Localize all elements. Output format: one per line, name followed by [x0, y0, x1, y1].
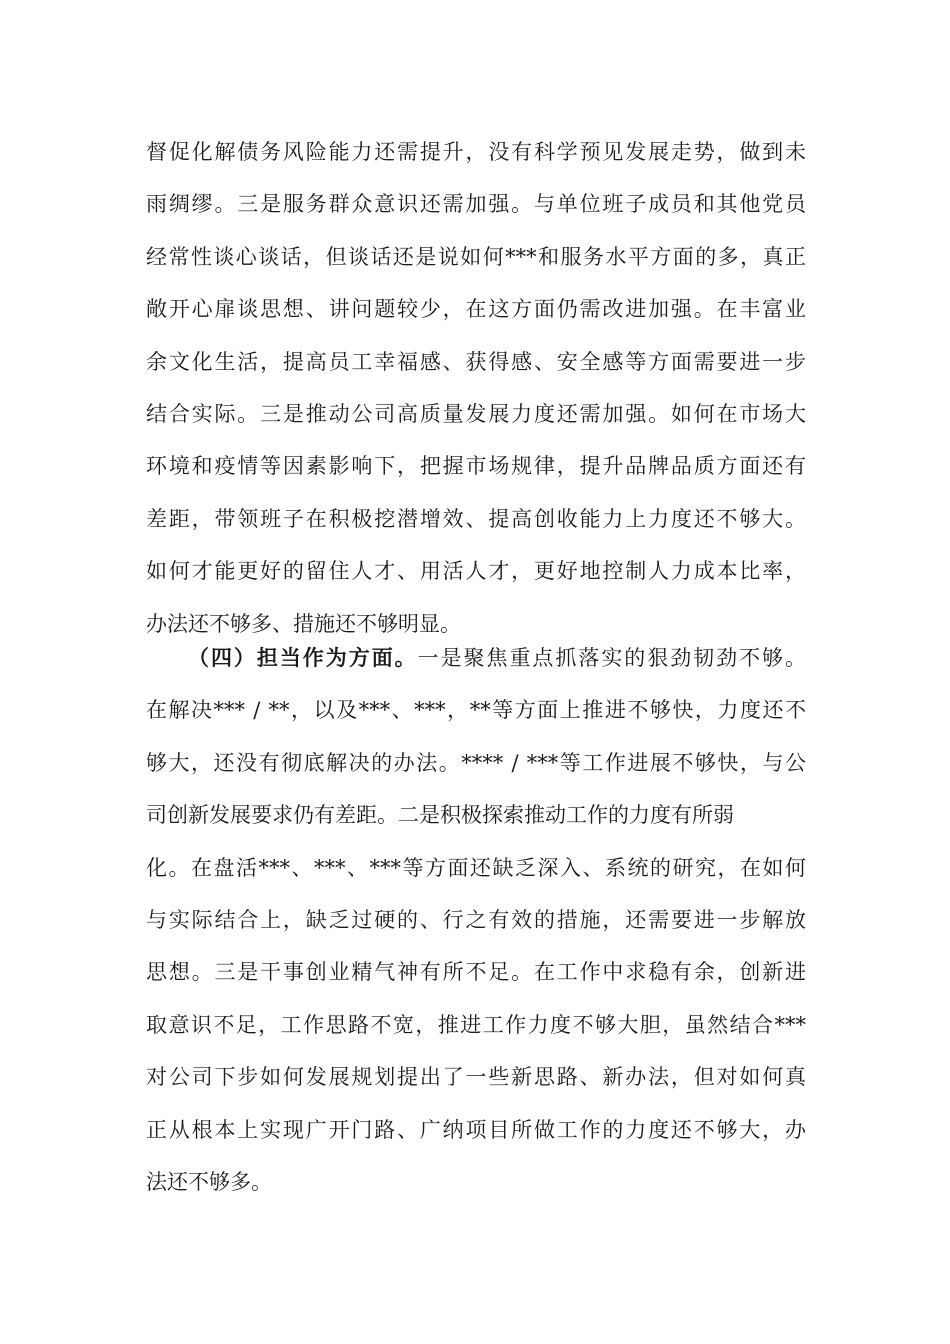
paragraph-section-4: [146, 632, 806, 1208]
text-line: 对公司下步如何发展规划提出了一些新思路、新办法，但对如何真: [146, 1065, 806, 1090]
section-first-line: [146, 632, 806, 684]
text-line: 取意识不足，工作思路不宽，推进工作力度不够大胆，虽然结合***: [146, 1012, 806, 1037]
section-first-line-text: 一是聚焦重点抓落实的狠劲韧劲不够。: [417, 646, 807, 670]
text-line: 司创新发展要求仍有差距。二是积极探索推动工作的力度有所弱: [146, 803, 734, 828]
text-line: 够大，还没有彻底解决的办法。**** / ***等工作进展不够快，与公: [146, 750, 806, 775]
text-line: 法还不够多。: [146, 1169, 272, 1194]
text-line: 差距，带领班子在积极挖潜增效、提高创收能力上力度还不够大。: [146, 506, 806, 531]
text-line: 如何才能更好的留住人才、用活人才，更好地控制人力成本比率，: [146, 559, 806, 584]
text-line: 余文化生活，提高员工幸福感、获得感、安全感等方面需要进一步: [146, 349, 806, 374]
paragraph-continuation: [146, 126, 806, 650]
text-line: 环境和疫情等因素影响下，把握市场规律，提升品牌品质方面还有: [146, 454, 806, 479]
text-line: 结合实际。三是推动公司高质量发展力度还需加强。如何在市场大: [146, 401, 806, 426]
text-line: 经常性谈心谈话，但谈话还是说如何***和服务水平方面的多，真正: [146, 244, 806, 269]
text-line: 督促化解债务风险能力还需提升，没有科学预见发展走势，做到未: [146, 140, 806, 164]
text-line: 雨绸缪。三是服务群众意识还需加强。与单位班子成员和其他党员: [146, 192, 806, 217]
text-line: 敞开心扉谈思想、讲问题较少，在这方面仍需改进加强。在丰富业: [146, 297, 806, 322]
section-heading: （四）担当作为方面。: [188, 645, 418, 670]
text-line: 正从根本上实现广开门路、广纳项目所做工作的力度还不够大，办: [146, 1117, 806, 1142]
text-line: 思想。三是干事创业精气神有所不足。在工作中求稳有余，创新进: [146, 960, 806, 985]
text-line: 在解决*** / **，以及***、***，**等方面上推进不够快，力度还不: [146, 698, 806, 723]
text-line: 化。在盘活***、***、***等方面还缺乏深入、系统的研究，在如何: [146, 855, 806, 880]
text-line: 与实际结合上，缺乏过硬的、行之有效的措施，还需要进一步解放: [146, 907, 806, 932]
text-line: 办法还不够多、措施还不够明显。: [146, 611, 461, 636]
